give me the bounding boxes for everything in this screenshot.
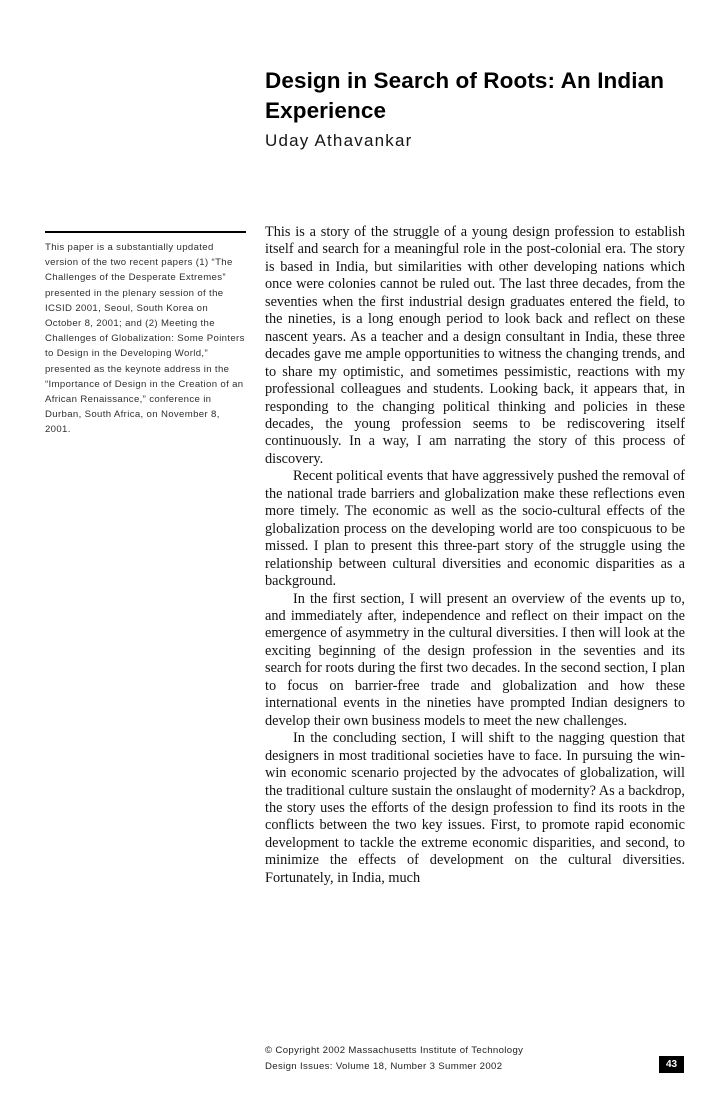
body-paragraph: In the concluding section, I will shift to the nagging question that designers in most traditional societies have to face. In pursuing the win-win economic scenario projected by the advocates of globalization, will the traditional culture sustain the onslaught of modernity? As a backdrop, the story uses the efforts of the design profession to find its roots in the conflicts between the two key issues. First, to promote rapid economic development to tackle the extreme economic disparities, and second, to minimize the effects of development on the cultural diversities. Fortunately, in India, much [265,730,685,886]
page-footer [265,1043,685,1075]
body-paragraph: Recent political events that have aggressively pushed the removal of the national trade barriers and globalization make these reflections even more timely. The economic as well as the socio-cultural effects of the globalization process on the developing world are too conspicuous to be missed. I plan to present this three-part story of the struggle using the relationship between cultural diversities and economic disparities as a background. [265,468,685,590]
page-title: Design in Search of Roots: An Indian Experience [265,68,665,123]
author-name: Uday Athavankar [265,131,413,150]
title-block [265,66,689,151]
footer-journal-line: Design Issues: Volume 18, Number 3 Summer 2002 [265,1061,503,1072]
body-paragraph: This is a story of the struggle of a young design profession to establish itself and search for a meaningful role in the post-colonial era. The story is based in India, but similarities with other developing nations which once were colonies cannot be ruled out. The last three decades, from the seventies when the first industrial design graduates entered the field, to the nineties, is a long enough period to look back and reflect on these nascent years. As a teacher and a design consultant in India, these three decades gave me ample opportunities to witness the changing trends, and to share my optimistic, and sometimes pessimistic, reactions with my professional colleagues and students. Looking back, it appears that, in responding to the changing political thinking and policies in these decades, the young profession seems to be rediscovering itself continuously. In a way, I am narrating the story of this process of discovery. [265,224,685,467]
footer-copyright: © Copyright 2002 Massachusetts Institute of Technology [265,1045,524,1056]
page-number: 43 [659,1056,684,1073]
body-paragraph: In the first section, I will present an overview of the events up to, and immediately after, independence and reflect on their impact on the emergence of asymmetry in the cultural diversities. I then will look at the exciting beginning of the design profession in the seventies and its search for roots during the first two decades. In the second section, I plan to focus on barrier-free trade and globalization and how these international events in the nineties have prompted Indian designers to develop their own business models to meet the new challenges. [265,590,685,729]
article-body [265,224,685,887]
margin-note: This paper is a substantially updated version of the two recent papers (1) “The Challenges of the Desperate Extremes” presented in the plenary session of the ICSID 2001, Seoul, South Korea on October 8, 2001; and (2) Meeting the Challenges of Globalization: Some Pointers to Design in the Developing World,” presented as the keynote address in the “Importance of Design in the Creation of an African Renaissance,” conference in Durban, South Africa, on November 8, 2001. [45,231,246,438]
